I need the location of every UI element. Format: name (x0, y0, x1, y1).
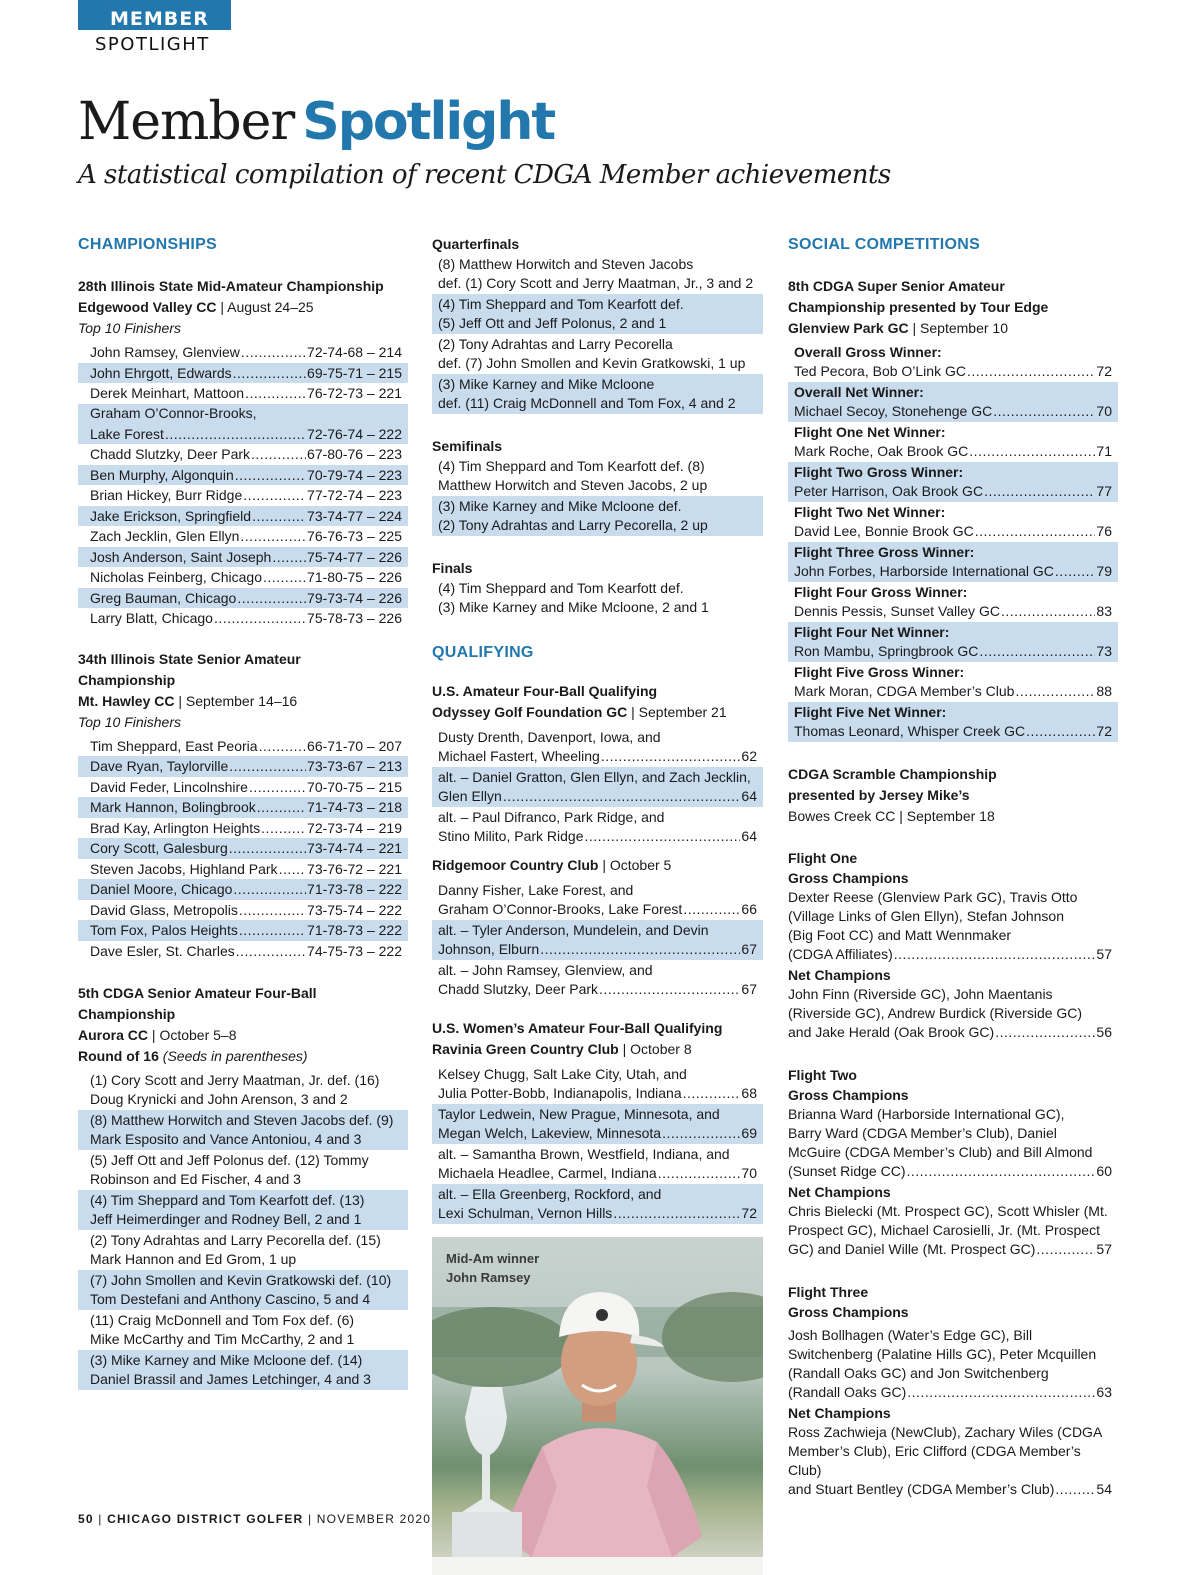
event-title-cont: Championship presented by Tour Edge (788, 299, 1049, 315)
result-row: Tom Fox, Palos Heights ..... 71-78-73 – 222 (78, 920, 408, 941)
qualifier-entry: Kelsey Chugg, Salt Lake City, Utah, and Julia Potter-Bobb, Indianapolis, Indiana ..... 68 (432, 1064, 763, 1104)
round-heading: Round of 16 (Seeds in parentheses) (78, 1048, 308, 1064)
match-result: (2) Tony Adrahtas and Larry Pecorella def. (15) Mark Hannon and Ed Grom, 1 up (90, 1232, 381, 1267)
qualifier-entry: alt. – Ella Greenberg, Rockford, and Lexi Schulman, Vernon Hills ..... 72 (432, 1184, 763, 1224)
result-row: John Ramsey, Glenview ..... 72-74-68 – 214 (84, 342, 408, 363)
flight-heading: Flight Three (788, 1284, 869, 1300)
event-title: 8th CDGA Super Senior Amateur (788, 278, 1005, 294)
qualifying-heading: QUALIFYING (432, 644, 534, 661)
event-title-cont: Championship (78, 1006, 176, 1022)
section-tab-label: MEMBER (110, 9, 209, 29)
winner-entry: Flight Two Net Winner: David Lee, Bonnie Brook GC ..... 76 (788, 502, 1118, 542)
results-list (84, 342, 408, 629)
match-result: (3) Mike Karney and Mike Mcloone def. (11) Craig McDonnell and Tom Fox, 4 and 2 (432, 374, 763, 414)
winner-entry: Flight Three Gross Winner: John Forbes, Harborside International GC ..... 79 (788, 542, 1118, 582)
event-venue: Glenview Park GC | September 10 (788, 320, 1008, 336)
result-row: Josh Anderson, Saint Joseph ..... 75-74-77 – 226 (78, 547, 408, 568)
photo-caption: Mid-Am winner John Ramsey (446, 1251, 540, 1285)
event-title: 28th Illinois State Mid-Amateur Championship (78, 278, 384, 294)
qualifier-entry: alt. – Samantha Brown, Westfield, Indiana, and Michaela Headlee, Carmel, Indiana ..... 70 (432, 1144, 763, 1184)
page-title (78, 92, 554, 152)
qualifier-entry: Taylor Ledwein, New Prague, Minnesota, and Megan Welch, Lakeview, Minnesota ..... 69 (432, 1104, 763, 1144)
championships-column (78, 235, 408, 1390)
winner-entry: Flight One Net Winner: Mark Roche, Oak Brook GC ..... 71 (788, 422, 1118, 462)
qualifier-entry: alt. – Daniel Gratton, Glen Ellyn, and Zach Jecklin, Glen Ellyn ..... 64 (432, 767, 763, 807)
qualifier-entry: alt. – Tyler Anderson, Mundelein, and Devin Johnson, Elburn ..... 67 (432, 920, 763, 960)
match-result: (2) Tony Adrahtas and Larry Pecorella def. (7) John Smollen and Kevin Gratkowski, 1 up (438, 336, 746, 371)
result-row: Brian Hickey, Burr Ridge ..... 77-72-74 – 223 (84, 485, 408, 506)
result-row: Greg Bauman, Chicago ..... 79-73-74 – 226 (78, 588, 408, 609)
event-venue: Ridgemoor Country Club | October 5 (432, 857, 672, 873)
match-result: (8) Matthew Horwitch and Steven Jacobs def. (1) Cory Scott and Jerry Maatman, Jr., 3 and 2 (438, 256, 754, 291)
match-result: (7) John Smollen and Kevin Gratkowski def. (10) Tom Destefani and Anthony Cascino, 5 and 4 (78, 1270, 408, 1310)
winner-entry: Flight Four Gross Winner: Dennis Pessis, Sunset Valley GC ..... 83 (788, 582, 1118, 622)
result-row: Brad Kay, Arlington Heights ..... 72-73-74 – 219 (84, 818, 408, 839)
event-venue: Mt. Hawley CC | September 14–16 (78, 692, 298, 709)
result-row: Cory Scott, Galesburg ..... 73-74-74 – 221 (78, 838, 408, 859)
middle-column (432, 234, 763, 1224)
result-row: Jake Erickson, Springfield ..... 73-74-77 – 224 (78, 506, 408, 527)
qualifier-entry: alt. – Paul Difranco, Park Ridge, and Stino Milito, Park Ridge ..... 64 (432, 807, 763, 847)
winners-list (788, 342, 1118, 742)
match-result: (1) Cory Scott and Jerry Maatman, Jr. def. (16) Doug Krynicki and John Arenson, 3 and 2 (90, 1072, 380, 1107)
event-venue: Bowes Creek CC | September 18 (788, 808, 995, 824)
result-row: Tim Sheppard, East Peoria ..... 66-71-70 – 207 (84, 736, 408, 757)
event-venue: Odyssey Golf Foundation GC | September 21 (432, 704, 727, 720)
winner-entry: Overall Gross Winner: Ted Pecora, Bob O’Link GC ..... 72 (788, 342, 1118, 382)
result-row: David Feder, Lincolnshire ..... 70-70-75 – 215 (84, 777, 408, 798)
event-subheading: Top 10 Finishers (78, 320, 181, 336)
section-tab-sublabel: SPOTLIGHT (95, 34, 210, 55)
result-row: Derek Meinhart, Mattoon ..... 76-72-73 – 221 (84, 383, 408, 404)
result-row: Dave Esler, St. Charles ..... 74-75-73 – 222 (84, 941, 408, 962)
page-footer: 50 | CHICAGO DISTRICT GOLFER | NOVEMBER 2020 (78, 1512, 432, 1526)
match-list (432, 254, 763, 414)
match-result: (3) Mike Karney and Mike Mcloone def. (2) Tony Adrahtas and Larry Pecorella, 2 up (432, 496, 763, 536)
result-row: Chadd Slutzky, Deer Park ..... 67-80-76 – 223 (84, 444, 408, 465)
champions-entry: Gross Champions Josh Bollhagen (Water’s Edge GC), Bill Switchenberg (Palatine Hills GC), Peter Mcquillen (Randall Oaks GC) and Jon Switchenberg (Randall Oaks GC) ..... 63 (788, 1302, 1118, 1403)
champions-entry: Net Champions Chris Bielecki (Mt. Prospect GC), Scott Whisler (Mt. Prospect GC), Michael Carosielli, Jr. (Mt. Prospect GC) and Daniel Wille (Mt. Prospect GC) ..... 57 (788, 1182, 1118, 1260)
round-heading: Quarterfinals (432, 236, 520, 252)
qualifier-entry: alt. – John Ramsey, Glenview, and Chadd Slutzky, Deer Park ..... 67 (432, 960, 763, 1000)
title-word-1: Member (78, 92, 295, 152)
result-row: Ben Murphy, Algonquin ..... 70-79-74 – 223 (78, 465, 408, 486)
result-row: Larry Blatt, Chicago ..... 75-78-73 – 226 (84, 608, 408, 629)
result-row: Lake Forest ..... 72-76-74 – 222 (78, 424, 408, 445)
match-result: (3) Mike Karney and Mike Mcloone def. (14) Daniel Brassil and James Letchinger, 4 and 3 (78, 1350, 408, 1390)
champions-entry: Net Champions John Finn (Riverside GC), John Maentanis (Riverside GC), Andrew Burdick (Riverside GC) and Jake Herald (Oak Brook GC) ..... 56 (788, 965, 1118, 1043)
golfer-with-trophy-illustration (432, 1237, 763, 1575)
match-result: (5) Jeff Ott and Jeff Polonus def. (12) Tommy Robinson and Ed Fischer, 4 and 3 (90, 1152, 369, 1187)
round-heading: Finals (432, 560, 473, 576)
result-row: John Ehrgott, Edwards ..... 69-75-71 – 215 (78, 363, 408, 384)
event-title-cont: Championship (78, 671, 176, 688)
champions-entry: Net Champions Ross Zachwieja (NewClub), Zachary Wiles (CDGA Member’s Club), Eric Clifford (CDGA Member’s Club) and Stuart Bentley (CDGA Member’s Club) ..... 54 (788, 1403, 1118, 1500)
winner-entry: Flight Four Net Winner: Ron Mambu, Springbrook GC ..... 73 (788, 622, 1118, 662)
result-row: Steven Jacobs, Highland Park ..... 73-76-72 – 221 (84, 859, 408, 880)
event-title: U.S. Amateur Four-Ball Qualifying (432, 683, 658, 699)
match-result: (4) Tim Sheppard and Tom Kearfott def. (8) Matthew Horwitch and Steven Jacobs, 2 up (438, 458, 708, 493)
result-row: Nicholas Feinberg, Chicago ..... 71-80-75 – 226 (84, 567, 408, 588)
event-title-cont: presented by Jersey Mike’s (788, 787, 970, 803)
winner-photo (432, 1237, 763, 1575)
match-result: (8) Matthew Horwitch and Steven Jacobs def. (9) Mark Esposito and Vance Antoniou, 4 and 3 (78, 1110, 408, 1150)
result-row: Mark Hannon, Bolingbrook ..... 71-74-73 – 218 (78, 797, 408, 818)
result-row-label: Graham O’Connor-Brooks, (78, 404, 408, 424)
match-list (432, 456, 763, 536)
match-result: (11) Craig McDonnell and Tom Fox def. (6) Mike McCarthy and Tim McCarthy, 2 and 1 (90, 1312, 355, 1347)
social-column (788, 235, 1118, 1500)
event-title: CDGA Scramble Championship (788, 766, 997, 782)
event-venue: Aurora CC | October 5–8 (78, 1027, 237, 1043)
round-heading: Semifinals (432, 438, 503, 454)
result-row: Dave Ryan, Taylorville ..... 73-73-67 – 213 (78, 756, 408, 777)
qualifier-entry: Dusty Drenth, Davenport, Iowa, and Michael Fastert, Wheeling ..... 62 (432, 727, 763, 767)
result-row: David Glass, Metropolis ..... 73-75-74 – 222 (84, 900, 408, 921)
event-title: 5th CDGA Senior Amateur Four-Ball (78, 985, 317, 1001)
result-row: Daniel Moore, Chicago ..... 71-73-78 – 222 (78, 879, 408, 900)
championships-heading: CHAMPIONSHIPS (78, 236, 218, 253)
title-word-2: Spotlight (302, 92, 555, 152)
champions-entry: Gross Champions Dexter Reese (Glenview Park GC), Travis Otto (Village Links of Glen Ellyn), Stefan Johnson (Big Foot CC) and Matt Wennmaker (CDGA Affiliates) ..... 57 (788, 868, 1118, 965)
champions-entry: Gross Champions Brianna Ward (Harborside International GC), Barry Ward (CDGA Member’s Club), Daniel McGuire (CDGA Member’s Club) and Bill Almond (Sunset Ridge CC) ..... 60 (788, 1085, 1118, 1182)
match-result: (4) Tim Sheppard and Tom Kearfott def. (3) Mike Karney and Mike Mcloone, 2 and 1 (438, 580, 709, 615)
event-title: U.S. Women’s Amateur Four-Ball Qualifying (432, 1020, 723, 1036)
flight-heading: Flight Two (788, 1067, 857, 1083)
event-title: 34th Illinois State Senior Amateur (78, 650, 301, 667)
winner-entry: Overall Net Winner: Michael Secoy, Stonehenge GC ..... 70 (788, 382, 1118, 422)
event-subheading: Top 10 Finishers (78, 713, 181, 730)
winner-entry: Flight Five Net Winner: Thomas Leonard, Whisper Creek GC ..... 72 (788, 702, 1118, 742)
winner-entry: Flight Two Gross Winner: Peter Harrison, Oak Brook GC ..... 77 (788, 462, 1118, 502)
event-venue: Ravinia Green Country Club | October 8 (432, 1041, 692, 1057)
qualifier-entry: Danny Fisher, Lake Forest, and Graham O’Connor-Brooks, Lake Forest ..... 66 (432, 880, 763, 920)
match-result: (4) Tim Sheppard and Tom Kearfott def. (5) Jeff Ott and Jeff Polonus, 2 and 1 (432, 294, 763, 334)
result-row: Zach Jecklin, Glen Ellyn ..... 76-76-73 – 225 (84, 526, 408, 547)
match-result: (4) Tim Sheppard and Tom Kearfott def. (13) Jeff Heimerdinger and Rodney Bell, 2 and 1 (78, 1190, 408, 1230)
event-venue: Edgewood Valley CC | August 24–25 (78, 299, 314, 315)
match-list (84, 1070, 408, 1390)
winner-entry: Flight Five Gross Winner: Mark Moran, CDGA Member’s Club ..... 88 (788, 662, 1118, 702)
social-heading: SOCIAL COMPETITIONS (788, 236, 981, 253)
page-subtitle: A statistical compilation of recent CDGA Member achievements (78, 160, 891, 190)
results-list (84, 736, 408, 962)
flight-heading: Flight One (788, 850, 858, 866)
